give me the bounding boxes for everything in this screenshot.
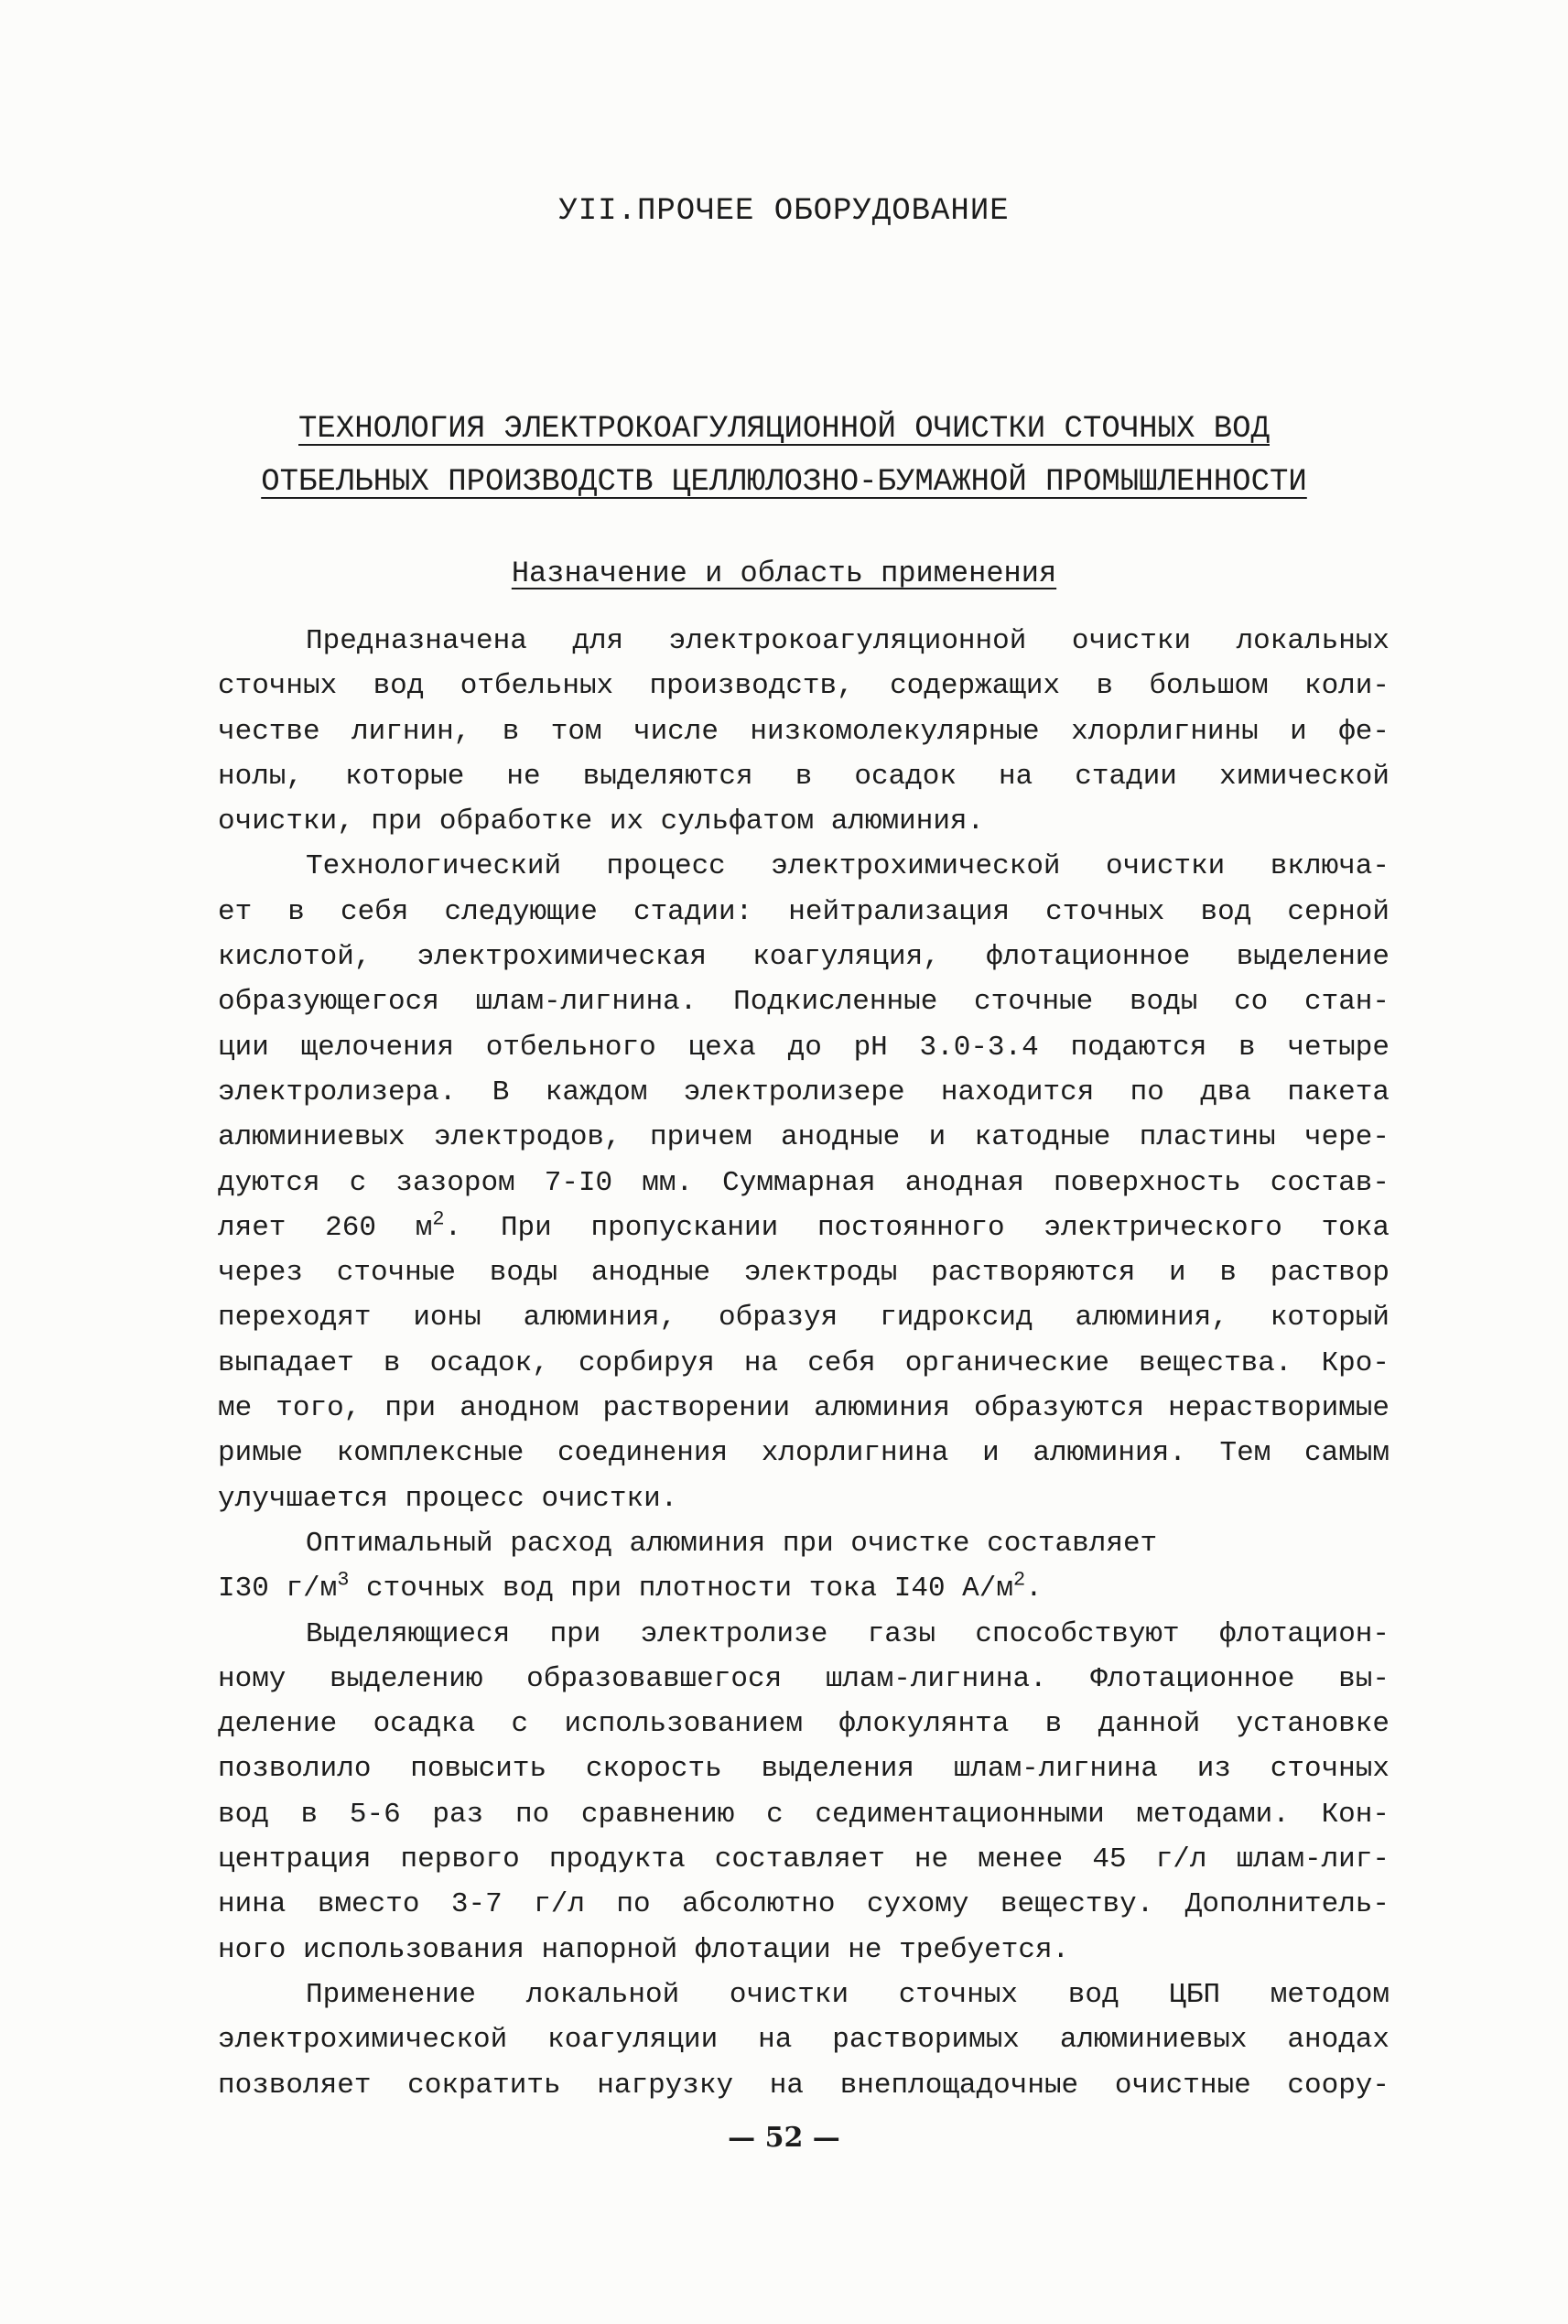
text-line-area xyxy=(218,1205,1390,1250)
paragraph-3 xyxy=(218,1521,1390,1612)
paragraph-4 xyxy=(218,1612,1390,1973)
text-line: деление осадка с использованием флокулянта в данной установке xyxy=(218,1708,1390,1741)
text-line: позволяет сократить нагрузку на внеплощадочные очистные соору- xyxy=(218,2069,1390,2102)
document-title-line-2: ОТБЕЛЬНЫХ ПРОИЗВОДСТВ ЦЕЛЛЮЛОЗНО-БУМАЖНОЙ ПРОМЫШЛЕННОСТИ xyxy=(261,465,1307,500)
text-line: нолы, которые не выделяются в осадок на стадии химической xyxy=(218,760,1390,793)
document-title-line-1: ТЕХНОЛОГИЯ ЭЛЕКТРОКОАГУЛЯЦИОННОЙ ОЧИСТКИ СТОЧНЫХ ВОД xyxy=(298,412,1270,447)
text-line: переходят ионы алюминия, образуя гидроксид алюминия, который xyxy=(218,1302,1390,1335)
text-line: ного использования напорной флотации не требуется. xyxy=(218,1933,1070,1966)
consumption-end: . xyxy=(1025,1573,1043,1605)
text-line: Выделяющиеся при электролизе газы способствуют флотацион- xyxy=(306,1617,1390,1650)
text-line: улучшается процесс очистки. xyxy=(218,1482,678,1515)
text-line: очистки, при обработке их сульфатом алюминия. xyxy=(218,805,985,838)
section-title: УII.ПРОЧЕЕ ОБОРУДОВАНИЕ xyxy=(558,194,1010,229)
text-line: ции щелочения отбельного цеха до pH 3.0-3.4 подаются в четыре xyxy=(218,1031,1390,1064)
area-text-start: ляет 260 м xyxy=(218,1211,433,1244)
text-line-consumption xyxy=(218,1566,1390,1611)
text-line: выпадает в осадок, сорбируя на себя органические вещества. Кро- xyxy=(218,1346,1390,1379)
text-line: ному выделению образовавшегося шлам-лигнина. Флотационное вы- xyxy=(218,1662,1390,1695)
text-line: Технологический процесс электрохимической очистки включа- xyxy=(306,850,1390,883)
text-line: ме того, при анодном растворении алюминия образуются нерастворимые xyxy=(218,1392,1390,1425)
consumption-mid: сточных вод при плотности тока I40 А/м xyxy=(349,1573,1013,1605)
document-title xyxy=(0,403,1568,509)
paragraph-2 xyxy=(218,844,1390,1520)
subheading-text: Назначение и область применения xyxy=(511,557,1057,590)
text-line: алюминиевых электродов, причем анодные и катодные пластины чере- xyxy=(218,1121,1390,1154)
text-line: Предназначена для электрокоагуляционной очистки локальных xyxy=(306,625,1390,657)
volume-superscript: 3 xyxy=(337,1568,350,1592)
page-number: — 52 — xyxy=(728,2122,840,2154)
paragraph-5 xyxy=(218,1973,1390,2108)
text-line: кислотой, электрохимическая коагуляция, флотационное выделение xyxy=(218,941,1390,974)
text-line: сточных вод отбельных производств, содержащих в большом коли- xyxy=(218,670,1390,703)
text-line: позволило повысить скорость выделения шлам-лигнина из сточных xyxy=(218,1753,1390,1786)
text-line: электрохимической коагуляции на растворимых алюминиевых анодах xyxy=(218,2024,1390,2057)
text-line: римые комплексные соединения хлорлигнина и алюминия. Тем самым xyxy=(218,1437,1390,1470)
text-line: честве лигнин, в том числе низкомолекулярные хлорлигнины и фе- xyxy=(218,715,1390,748)
density-superscript: 2 xyxy=(1012,1568,1026,1592)
text-line: Применение локальной очистки сточных вод ЦБП методом xyxy=(306,1978,1390,2011)
text-line: Оптимальный расход алюминия при очистке составляет xyxy=(306,1527,1158,1560)
consumption-start: I30 г/м xyxy=(218,1573,338,1605)
text-line: через сточные воды анодные электроды растворяются и в раствор xyxy=(218,1257,1390,1290)
text-line: центрация первого продукта составляет не менее 45 г/л шлам-лиг- xyxy=(218,1843,1390,1876)
body-text xyxy=(218,619,1390,2108)
text-line: электролизера. В каждом электролизере находится по два пакета xyxy=(218,1076,1390,1108)
text-line: вод в 5-6 раз по сравнению с седиментационными методами. Кон- xyxy=(218,1798,1390,1831)
area-text-end: . При пропускании постоянного электрического тока xyxy=(444,1211,1390,1244)
paragraph-1 xyxy=(218,619,1390,844)
text-line: ет в себя следующие стадии: нейтрализация сточных вод серной xyxy=(218,895,1390,928)
text-line: нина вместо 3-7 г/л по абсолютно сухому веществу. Дополнитель- xyxy=(218,1888,1390,1921)
subheading xyxy=(0,557,1568,590)
area-superscript: 2 xyxy=(432,1207,445,1231)
text-line: дуются с зазором 7-I0 мм. Суммарная анодная поверхность состав- xyxy=(218,1166,1390,1199)
text-line: образующегося шлам-лигнина. Подкисленные сточные воды со стан- xyxy=(218,986,1390,1019)
